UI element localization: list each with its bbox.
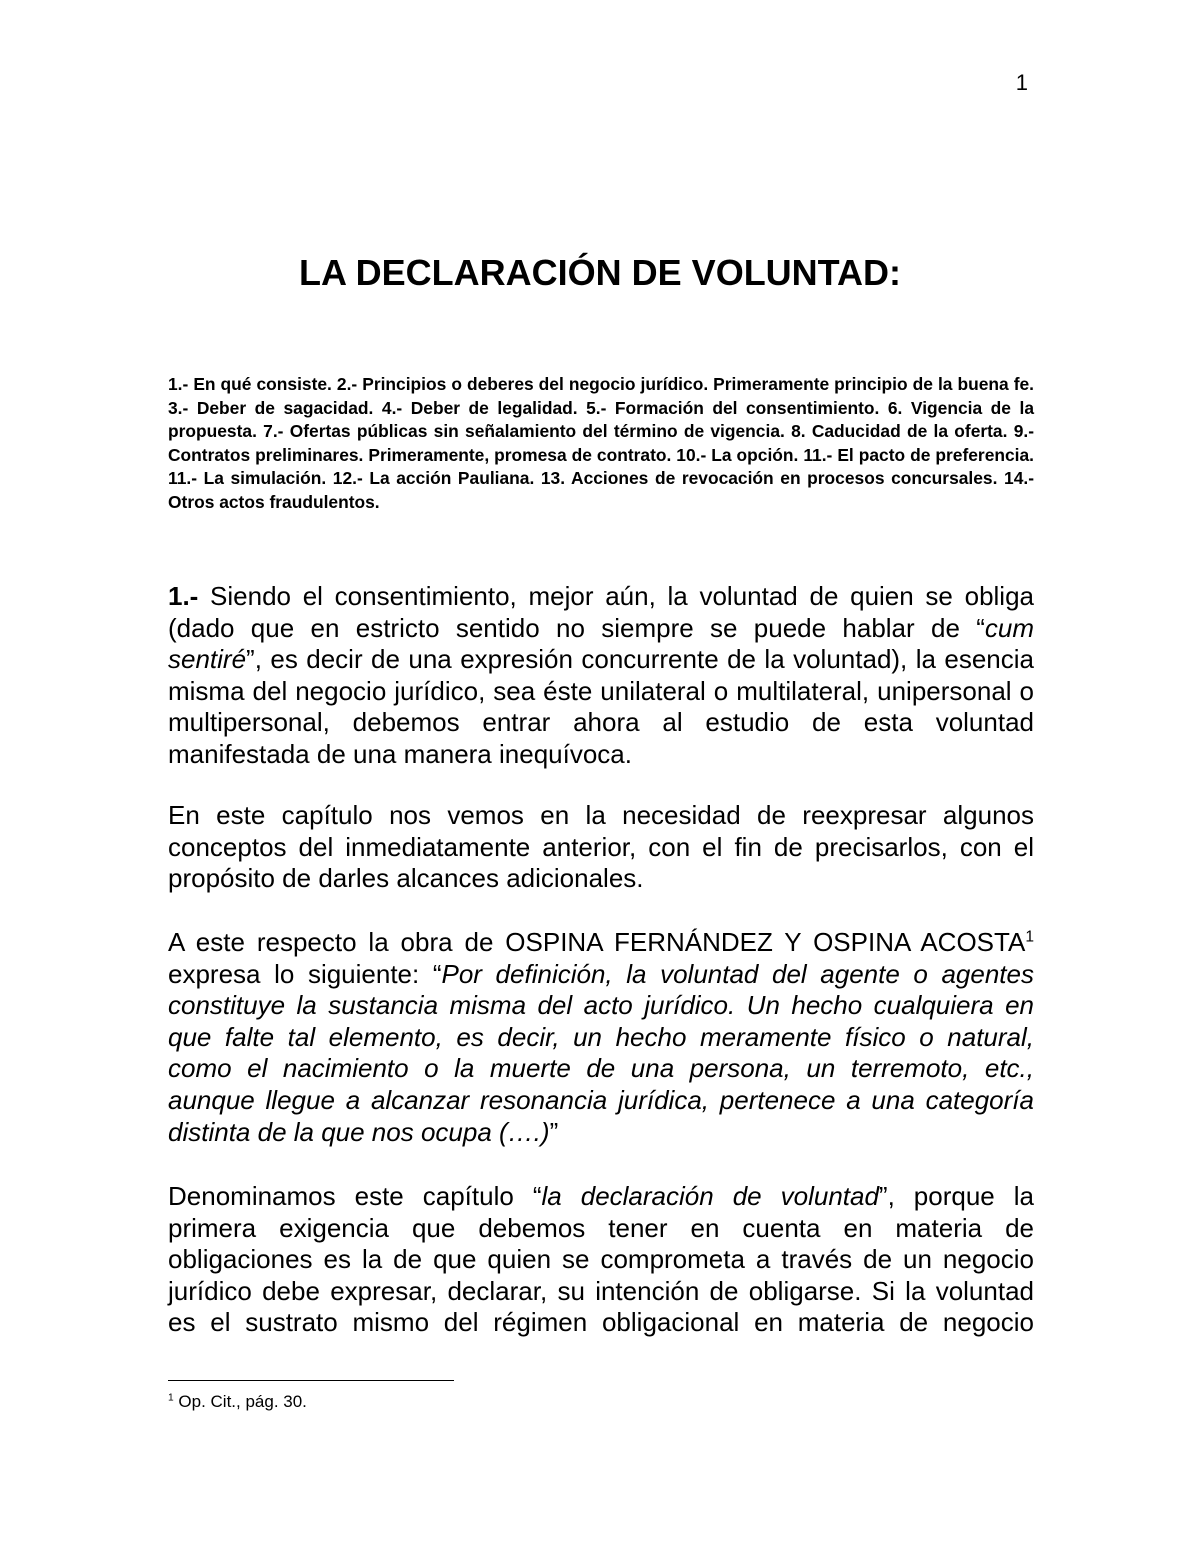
chapter-summary: 1.- En qué consiste. 2.- Principios o deberes del negocio jurídico. Primeramente principio de la buena fe. 3.- Deber de sagacidad. 4.- Deber de legalidad. 5.- Formación del consentimiento. 6. Vigencia de la propuesta. 7.- Ofertas públicas sin señalamiento del término de vigencia. 8. Caducidad de la oferta. 9.- Contratos preliminares. Primeramente, promesa de contrato. 10.- La opción. 11.- El pacto de preferencia. 11.- La simulación. 12.- La acción Pauliana. 13. Acciones de revocación en procesos concursales. 14.- Otros actos fraudulentos. [168,374,1034,512]
paragraph-2: En este capítulo nos vemos en la necesidad de reexpresar algunos conceptos del inmediatamente anterior, con el fin de precisarlos, con el propósito de darles alcances adicionales. [168,800,1034,894]
section-number: 1.- [168,581,199,611]
paragraph-1: 1.- Siendo el consentimiento, mejor aún, la voluntad de quien se obliga (dado que en estricto sentido no siempre se puede hablar de “cum sentiré”, es decir de una expresión concurrente de la voluntad), la esencia misma del negocio jurídico, sea éste unilateral o multilateral, unipersonal o multipersonal, debemos entrar ahora al estudio de esta voluntad manifestada de una manera inequívoca. [168,581,1034,769]
paragraph-3: A este respecto la obra de OSPINA FERNÁNDEZ Y OSPINA ACOSTA$^1$ expresa lo siguiente: “Por definición, la voluntad del agente o agentes constituye la sustancia misma del acto jurídico. Un hecho cualquiera en que falte tal elemento, es decir, un hecho meramente físico o natural, como el nacimiento o la muerte de una persona, un terremoto, etc., aunque llegue a alcanzar resonancia jurídica, pertenece a una categoría distinta de la que nos ocupa (….)” [168,927,1034,1147]
footnote-reference: 1 [1025,928,1034,946]
quotation: Por definición, la voluntad del agente o agentes constituye la sustancia misma del acto jurídico. Un hecho cualquiera en que falte tal elemento, es decir, un hecho meramente físico o natural, como el nacimiento o la muerte de una persona, un terremoto, etc., aunque llegue a alcanzar resonancia jurídica, pertenece a una categoría distinta de la que nos ocupa (….) [168,958,1034,1147]
page-number: 1 [1015,70,1028,95]
footnote-separator [168,1380,454,1381]
paragraph-4: Denominamos este capítulo “la declaración de voluntad”, porque la primera exigencia que debemos tener en cuenta en materia de obligaciones es la de que quien se comprometa a través de un negocio jurídico debe expresar, declarar, su intención de obligarse. Si la voluntad es el sustrato mismo del régimen obligacional en materia de negocio [168,1181,1034,1338]
footnote-marker: 1 [168,1392,174,1404]
page-title: LA DECLARACIÓN DE VOLUNTAD: [299,252,901,293]
footnote: $^1$ Op. Cit., pág. 30. [168,1392,307,1411]
